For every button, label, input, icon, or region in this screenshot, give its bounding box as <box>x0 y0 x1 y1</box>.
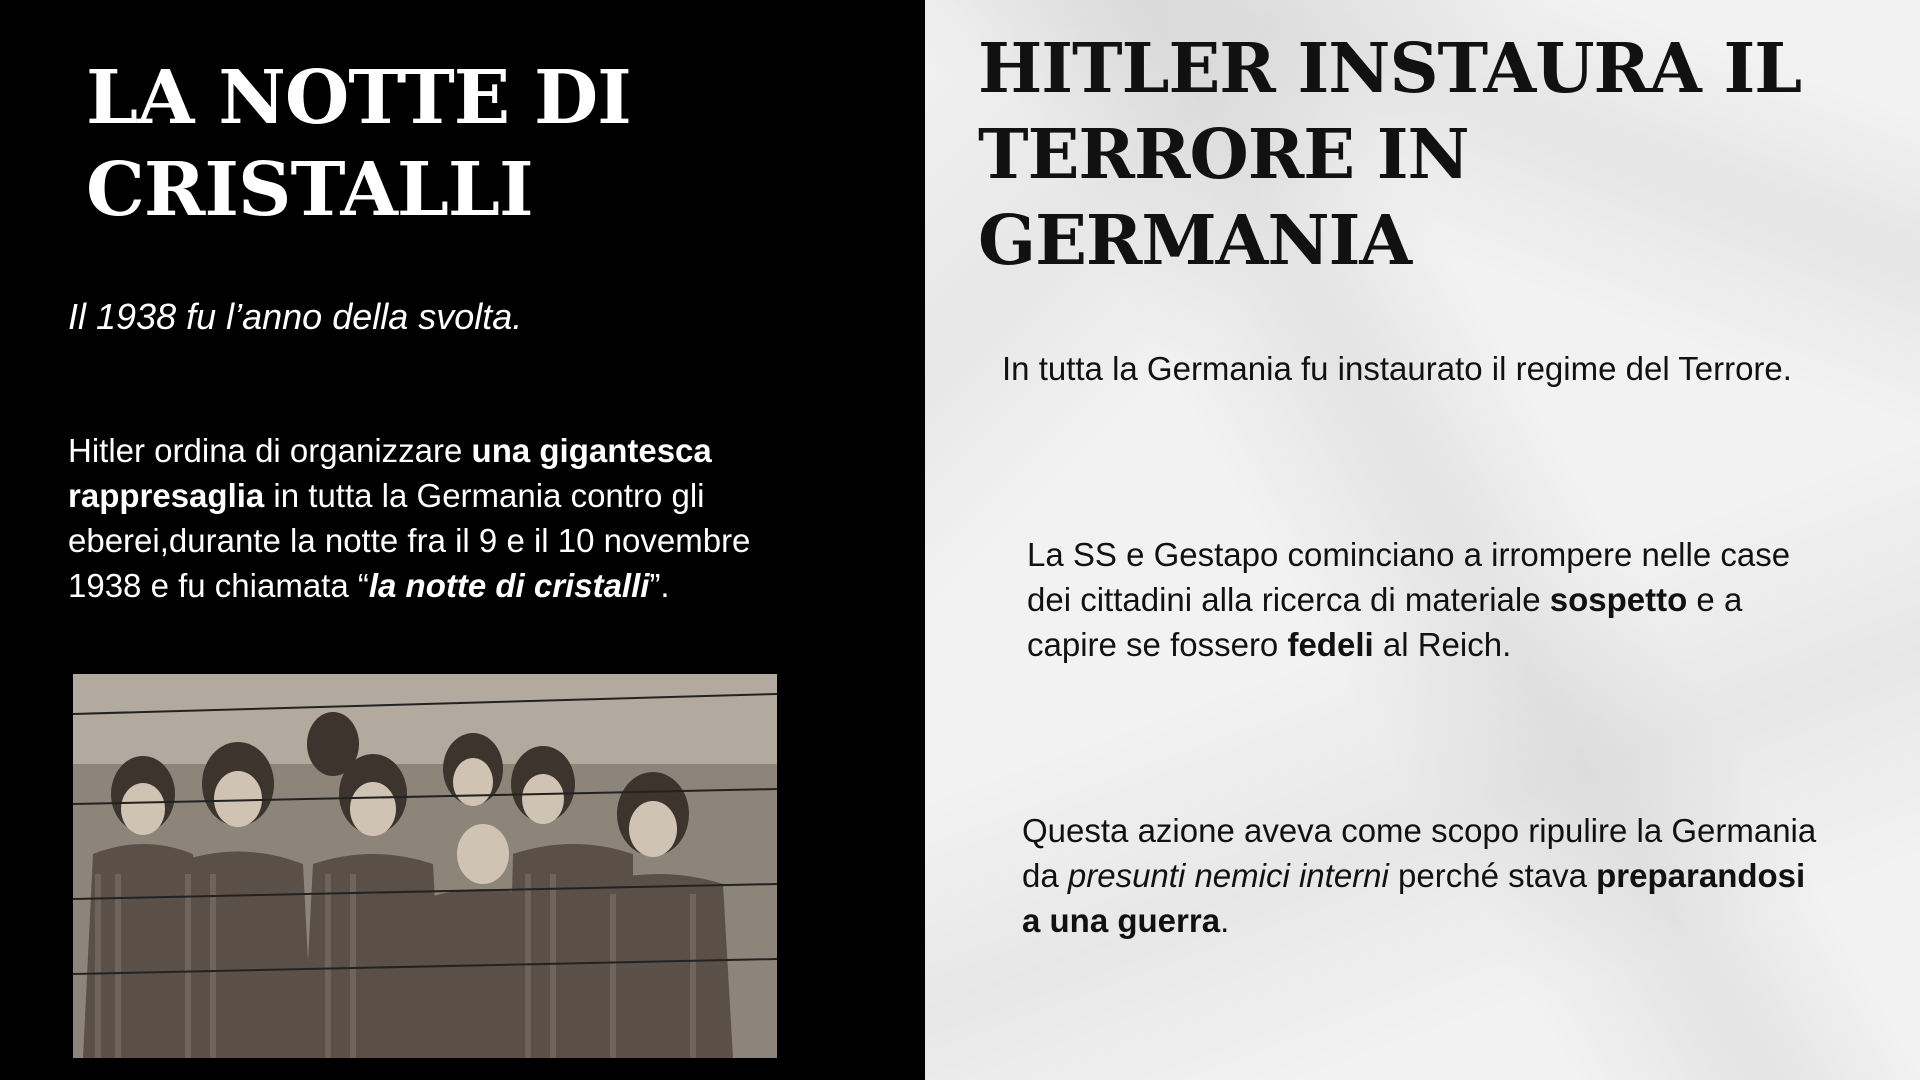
text-segment: e a capire se fossero <box>1027 581 1743 663</box>
bold-text: fedeli <box>1287 626 1374 663</box>
left-title <box>86 52 846 236</box>
bold-text: sospetto <box>1549 581 1688 618</box>
text-segment: al Reich. <box>1373 626 1512 663</box>
right-paragraph-3 <box>1022 808 1822 943</box>
text-segment: perché stava <box>1388 857 1597 894</box>
right-title-line-3: GERMANIA <box>978 201 1412 281</box>
intro-text: Il 1938 fu l’anno della svolta. <box>68 296 523 337</box>
photo-illustration <box>73 674 777 1058</box>
text-segment: in tutta la Germania contro gli eberei,durante la notte fra il 9 e il 10 novembre 1938 e fu chiamata “ <box>68 477 751 604</box>
left-title-line-1: LA NOTTE DI <box>86 55 631 141</box>
left-title-line-2: CRISTALLI <box>86 147 533 233</box>
right-title <box>978 26 1898 284</box>
left-paragraph <box>68 428 808 608</box>
text-segment: ”. <box>649 567 670 604</box>
text-segment: . <box>1220 902 1230 939</box>
bold-text: una gigantesca rappresaglia <box>68 432 712 514</box>
text-segment: Hitler ordina di organizzare <box>68 432 472 469</box>
historical-photo <box>73 674 777 1058</box>
right-title-line-1: HITLER INSTAURA IL <box>978 29 1802 109</box>
text-segment: La SS e Gestapo cominciano a irrompere nelle case dei cittadini alla ricerca di materiale <box>1027 536 1791 618</box>
bold-text: preparandosi a una guerra <box>1022 857 1806 939</box>
right-paragraph-2 <box>1027 532 1807 667</box>
italic-text: presunti nemici interni <box>1067 857 1389 894</box>
right-title-line-2: TERRORE IN <box>978 115 1469 195</box>
bold-italic-text: la notte di cristalli <box>368 567 650 604</box>
text-segment: Questa azione aveva come scopo ripulire la Germania da <box>1022 812 1817 894</box>
right-paragraph-1: In tutta la Germania fu instaurato il regime del Terrore. <box>1002 350 1792 387</box>
